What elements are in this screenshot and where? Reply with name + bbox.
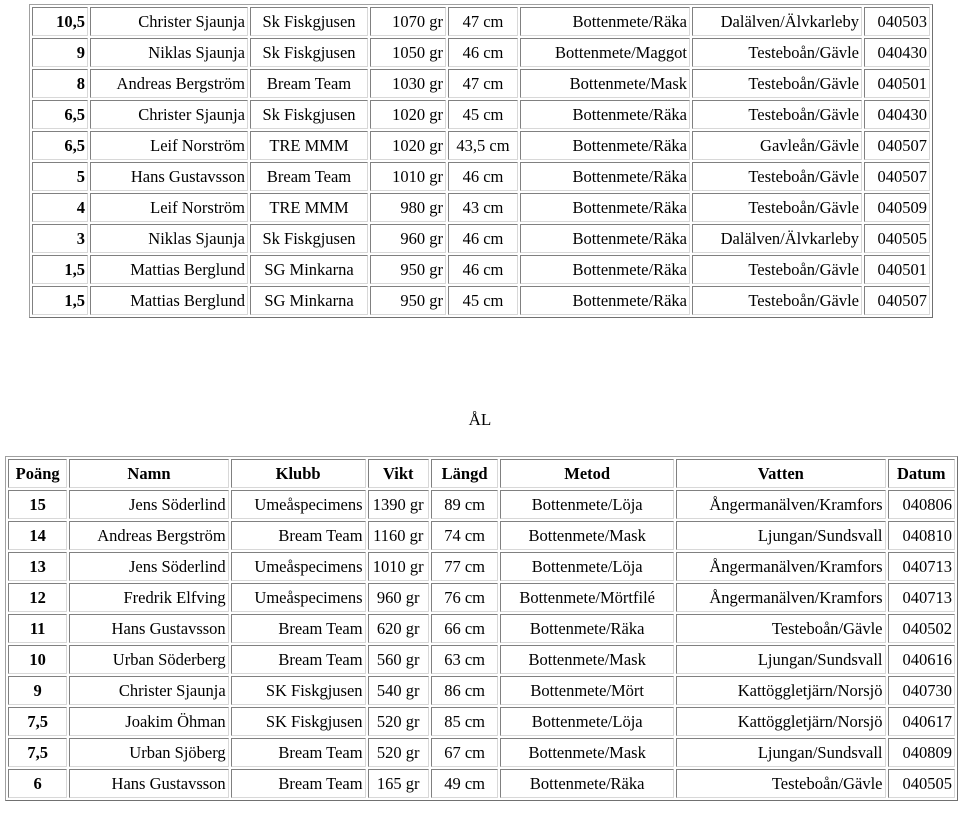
cell-points: 3 (32, 224, 88, 253)
cell-length: 46 cm (448, 38, 518, 67)
catch-table-al (5, 456, 958, 801)
table-row (8, 707, 955, 736)
cell-club: SG Minkarna (250, 255, 368, 284)
table-row (32, 162, 930, 191)
cell-length: 45 cm (448, 286, 518, 315)
cell-water: Testeboån/Gävle (676, 769, 885, 798)
header-weight: Vikt (368, 459, 429, 488)
cell-weight: 1030 gr (370, 69, 446, 98)
cell-length: 43 cm (448, 193, 518, 222)
cell-name: Urban Sjöberg (69, 738, 228, 767)
cell-points: 1,5 (32, 255, 88, 284)
cell-water: Testeboån/Gävle (692, 69, 862, 98)
cell-points: 11 (8, 614, 67, 643)
cell-length: 76 cm (431, 583, 498, 612)
cell-name: Hans Gustavsson (90, 162, 248, 191)
cell-name: Hans Gustavsson (69, 614, 228, 643)
cell-weight: 980 gr (370, 193, 446, 222)
cell-length: 46 cm (448, 255, 518, 284)
cell-length: 47 cm (448, 69, 518, 98)
cell-points: 10,5 (32, 7, 88, 36)
cell-club: Sk Fiskgjusen (250, 38, 368, 67)
cell-method: Bottenmete/Löja (500, 490, 674, 519)
cell-water: Testeboån/Gävle (692, 255, 862, 284)
cell-date: 040810 (888, 521, 955, 550)
cell-club: SG Minkarna (250, 286, 368, 315)
cell-club: Umeåspecimens (231, 583, 366, 612)
cell-club: SK Fiskgjusen (231, 707, 366, 736)
cell-club: Umeåspecimens (231, 552, 366, 581)
table-row (8, 552, 955, 581)
cell-length: 77 cm (431, 552, 498, 581)
cell-method: Bottenmete/Räka (520, 100, 690, 129)
header-name: Namn (69, 459, 228, 488)
cell-points: 7,5 (8, 707, 67, 736)
cell-water: Dalälven/Älvkarleby (692, 7, 862, 36)
cell-club: TRE MMM (250, 193, 368, 222)
cell-club: Bream Team (231, 738, 366, 767)
cell-length: 85 cm (431, 707, 498, 736)
cell-name: Hans Gustavsson (69, 769, 228, 798)
header-points: Poäng (8, 459, 67, 488)
cell-length: 49 cm (431, 769, 498, 798)
cell-weight: 620 gr (368, 614, 429, 643)
cell-water: Gavleån/Gävle (692, 131, 862, 160)
cell-method: Bottenmete/Räka (520, 131, 690, 160)
cell-name: Mattias Berglund (90, 286, 248, 315)
cell-water: Kattöggletjärn/Norsjö (676, 676, 885, 705)
cell-length: 67 cm (431, 738, 498, 767)
cell-name: Joakim Öhman (69, 707, 228, 736)
cell-points: 9 (8, 676, 67, 705)
cell-water: Testeboån/Gävle (692, 162, 862, 191)
cell-method: Bottenmete/Räka (520, 286, 690, 315)
cell-method: Bottenmete/Löja (500, 552, 674, 581)
cell-points: 6 (8, 769, 67, 798)
table-row (8, 676, 955, 705)
cell-name: Christer Sjaunja (69, 676, 228, 705)
table-row (8, 490, 955, 519)
cell-name: Leif Norström (90, 193, 248, 222)
cell-method: Bottenmete/Löja (500, 707, 674, 736)
cell-points: 13 (8, 552, 67, 581)
cell-method: Bottenmete/Räka (520, 193, 690, 222)
cell-length: 63 cm (431, 645, 498, 674)
cell-water: Kattöggletjärn/Norsjö (676, 707, 885, 736)
cell-points: 8 (32, 69, 88, 98)
cell-water: Testeboån/Gävle (692, 100, 862, 129)
cell-length: 89 cm (431, 490, 498, 519)
cell-weight: 1020 gr (370, 100, 446, 129)
cell-method: Bottenmete/Mask (520, 69, 690, 98)
cell-date: 040503 (864, 7, 930, 36)
catch-table-top (29, 4, 933, 318)
cell-weight: 960 gr (368, 583, 429, 612)
cell-date: 040806 (888, 490, 955, 519)
cell-club: Bream Team (231, 645, 366, 674)
cell-weight: 1160 gr (368, 521, 429, 550)
table-row (32, 38, 930, 67)
cell-weight: 1050 gr (370, 38, 446, 67)
cell-date: 040730 (888, 676, 955, 705)
cell-club: TRE MMM (250, 131, 368, 160)
header-row (8, 459, 955, 488)
cell-date: 040505 (864, 224, 930, 253)
cell-length: 46 cm (448, 162, 518, 191)
header-length: Längd (431, 459, 498, 488)
cell-date: 040502 (888, 614, 955, 643)
cell-water: Ångermanälven/Kramfors (676, 583, 885, 612)
cell-weight: 1010 gr (370, 162, 446, 191)
cell-water: Testeboån/Gävle (692, 286, 862, 315)
cell-weight: 540 gr (368, 676, 429, 705)
cell-club: Bream Team (231, 521, 366, 550)
cell-method: Bottenmete/Räka (520, 7, 690, 36)
cell-date: 040617 (888, 707, 955, 736)
header-method: Metod (500, 459, 674, 488)
cell-weight: 520 gr (368, 738, 429, 767)
cell-points: 5 (32, 162, 88, 191)
cell-weight: 1070 gr (370, 7, 446, 36)
cell-date: 040507 (864, 286, 930, 315)
cell-method: Bottenmete/Maggot (520, 38, 690, 67)
cell-date: 040616 (888, 645, 955, 674)
table-row (32, 224, 930, 253)
cell-weight: 520 gr (368, 707, 429, 736)
header-date: Datum (888, 459, 955, 488)
table-row (32, 193, 930, 222)
cell-weight: 560 gr (368, 645, 429, 674)
cell-name: Jens Söderlind (69, 490, 228, 519)
cell-method: Bottenmete/Mask (500, 521, 674, 550)
cell-method: Bottenmete/Räka (500, 769, 674, 798)
cell-method: Bottenmete/Räka (520, 255, 690, 284)
cell-weight: 950 gr (370, 286, 446, 315)
cell-points: 10 (8, 645, 67, 674)
cell-club: Sk Fiskgjusen (250, 7, 368, 36)
cell-points: 15 (8, 490, 67, 519)
cell-length: 74 cm (431, 521, 498, 550)
cell-method: Bottenmete/Mask (500, 738, 674, 767)
cell-name: Leif Norström (90, 131, 248, 160)
cell-water: Ljungan/Sundsvall (676, 521, 885, 550)
cell-date: 040713 (888, 583, 955, 612)
table-row (32, 7, 930, 36)
cell-weight: 960 gr (370, 224, 446, 253)
cell-club: Bream Team (231, 614, 366, 643)
cell-weight: 950 gr (370, 255, 446, 284)
cell-water: Ångermanälven/Kramfors (676, 490, 885, 519)
cell-name: Mattias Berglund (90, 255, 248, 284)
cell-date: 040507 (864, 162, 930, 191)
cell-method: Bottenmete/Mört (500, 676, 674, 705)
cell-points: 6,5 (32, 131, 88, 160)
cell-method: Bottenmete/Mask (500, 645, 674, 674)
cell-date: 040430 (864, 38, 930, 67)
cell-name: Jens Söderlind (69, 552, 228, 581)
table-row (8, 583, 955, 612)
cell-method: Bottenmete/Mörtfilé (500, 583, 674, 612)
cell-points: 9 (32, 38, 88, 67)
cell-weight: 1010 gr (368, 552, 429, 581)
cell-date: 040501 (864, 69, 930, 98)
cell-date: 040505 (888, 769, 955, 798)
cell-name: Fredrik Elfving (69, 583, 228, 612)
table-row (32, 69, 930, 98)
cell-length: 43,5 cm (448, 131, 518, 160)
cell-method: Bottenmete/Räka (520, 162, 690, 191)
cell-name: Niklas Sjaunja (90, 224, 248, 253)
table-row (8, 738, 955, 767)
cell-water: Testeboån/Gävle (692, 38, 862, 67)
table-row (32, 286, 930, 315)
table-row (8, 645, 955, 674)
cell-name: Andreas Bergström (90, 69, 248, 98)
cell-points: 6,5 (32, 100, 88, 129)
cell-date: 040509 (864, 193, 930, 222)
cell-date: 040713 (888, 552, 955, 581)
cell-name: Christer Sjaunja (90, 7, 248, 36)
header-club: Klubb (231, 459, 366, 488)
cell-club: Bream Team (250, 162, 368, 191)
cell-weight: 165 gr (368, 769, 429, 798)
cell-water: Testeboån/Gävle (692, 193, 862, 222)
cell-points: 14 (8, 521, 67, 550)
cell-water: Ångermanälven/Kramfors (676, 552, 885, 581)
cell-name: Andreas Bergström (69, 521, 228, 550)
table-row (8, 521, 955, 550)
cell-points: 4 (32, 193, 88, 222)
catch-table-top-body (32, 7, 930, 315)
cell-length: 86 cm (431, 676, 498, 705)
cell-club: Umeåspecimens (231, 490, 366, 519)
cell-method: Bottenmete/Räka (500, 614, 674, 643)
header-water: Vatten (676, 459, 885, 488)
cell-club: SK Fiskgjusen (231, 676, 366, 705)
cell-date: 040501 (864, 255, 930, 284)
cell-water: Testeboån/Gävle (676, 614, 885, 643)
cell-club: Bream Team (231, 769, 366, 798)
cell-date: 040809 (888, 738, 955, 767)
cell-club: Sk Fiskgjusen (250, 100, 368, 129)
cell-date: 040507 (864, 131, 930, 160)
cell-weight: 1390 gr (368, 490, 429, 519)
cell-name: Niklas Sjaunja (90, 38, 248, 67)
table-row (32, 100, 930, 129)
cell-points: 7,5 (8, 738, 67, 767)
cell-method: Bottenmete/Räka (520, 224, 690, 253)
cell-length: 45 cm (448, 100, 518, 129)
cell-date: 040430 (864, 100, 930, 129)
cell-name: Christer Sjaunja (90, 100, 248, 129)
cell-water: Dalälven/Älvkarleby (692, 224, 862, 253)
cell-club: Bream Team (250, 69, 368, 98)
table-row (32, 131, 930, 160)
section-title: ÅL (468, 410, 492, 429)
cell-weight: 1020 gr (370, 131, 446, 160)
cell-water: Ljungan/Sundsvall (676, 738, 885, 767)
cell-length: 47 cm (448, 7, 518, 36)
cell-club: Sk Fiskgjusen (250, 224, 368, 253)
table-row (8, 614, 955, 643)
cell-length: 46 cm (448, 224, 518, 253)
cell-water: Ljungan/Sundsvall (676, 645, 885, 674)
cell-points: 12 (8, 583, 67, 612)
table-row (32, 255, 930, 284)
cell-name: Urban Söderberg (69, 645, 228, 674)
catch-table-al-body (8, 490, 955, 798)
cell-length: 66 cm (431, 614, 498, 643)
cell-points: 1,5 (32, 286, 88, 315)
table-row (8, 769, 955, 798)
